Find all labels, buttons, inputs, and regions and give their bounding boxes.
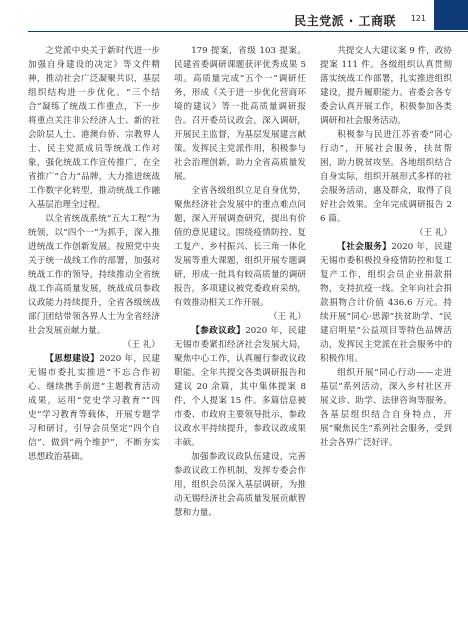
- paragraph: 积极参与民进江苏省委“同心行动”，开展社会服务，扶贫帮困，助力脱贫攻坚。各地组织结合自身实际，组织开展形式多样的社会服务活动，惠及群众，取得了良好社会效果。全年完成调研报告 26 篇。: [320, 130, 452, 224]
- author-credit: （王 礼）: [122, 340, 160, 350]
- article-body: [28, 44, 454, 634]
- page-header: [0, 0, 468, 36]
- author-credit: （王 礼）: [414, 228, 452, 238]
- paragraph: 179 提案，省级 103 提案。民建省委调研课题获评优秀成果 5 项。高质量完成“五个一”调研任务，形成《关于进一步优化营商环境的建议》等一批高质量调研报告。召开委员议政会，深入调研，开展民主监督，为基层发展建言献策。发挥民主党派作用，积极参与社会治理创新，助力全省高质量发展。: [174, 46, 306, 182]
- paragraph: 全省各级组织立足自身优势，聚焦经济社会发展中的重点难点问题，深入开展调查研究，提出有价值的意见建议。围绕疫情防控、复工复产、乡村振兴、长三角一体化发展等重大课题，组织开展专题调研，形成一批具有较高质量的调研报告，多项建议被党委政府采纳，有效推动相关工作开展。: [174, 186, 306, 308]
- paragraph-text: 2020 年，民建无锡市委积极投身疫情防控和复工复产工作，组织会员企业捐款捐物，支持抗疫一线。全年向社会捐款捐物合计价值 436.6 万元。持续开展“同心·思源”扶贫助学、“民建启明星”公益项目等特色品牌活动，发挥民主党派在社会服务中的积极作用。: [320, 242, 452, 364]
- paragraph: 共提交人大建议案 9 件，政协提案 111 件。各级组织认真贯彻落实统战工作部署，扎实推进组织建设，提升履职能力。省委会各专委会认真开展工作，积极参加各类调研和社会服务活动。: [320, 46, 452, 126]
- paragraph: 之党派中央关于新时代进一步加强自身建设的决定》等文件精神，推动社会广泛凝聚共识，基层组织结构进一步优化。“三个结合”凝练了统战工作重点，下一步将重点关注非公经济人士、新的社会阶层人士、港澳台侨、宗教界人士、民主党派成员等统战工作对象，强化统战工作宣传推广，在全省推广“合力”品牌，大力推进统战工作数字化转型，推动统战工作融入基层治理全过程。: [28, 46, 160, 210]
- paragraph: 加强参政议政队伍建设，完善参政议政工作机制，发挥专委会作用，组织会员深入基层调研，为推动无锡经济社会高质量发展贡献智慧和力量。: [174, 452, 306, 518]
- column-1: [28, 44, 160, 634]
- section-label: 【思想建设】: [45, 354, 100, 364]
- section-label: 【社会服务】: [337, 242, 392, 252]
- paragraph: [320, 240, 452, 366]
- paragraph: 以全省统战系统“五大工程”为统领，以“四个一”为抓手，深入推进统战工作创新发展。按照党中央关于统一战线工作的部署，加强对统战工作的领导，持续推动全省统战工作高质量发展，统战成员参政议政能力持续提升，全省各级统战部门团结带领各界人士为全省经济社会发展贡献力量。: [28, 214, 160, 336]
- header-rule: [28, 31, 468, 32]
- section-title: 民主党派 · 工商联: [294, 14, 396, 28]
- paragraph-text: 2020 年，民建无锡市委扎实推进“不忘合作初心、继续携手前进”主题教育活动成果，运用“党史学习教育”“四史”学习教育等载体，开展专题学习和研讨，引导会员坚定“四个自信”、做到“两个维护”，不断夯实思想政治基础。: [28, 354, 160, 462]
- column-2: [174, 44, 306, 634]
- paragraph: 组织开展“同心行动——走进基层”系列活动，深入乡村社区开展义诊、助学、法律咨询等服务。各基层组织结合自身特点，开展“聚焦民生”系列社会服务，受到社会各界广泛好评。: [320, 368, 452, 448]
- paragraph: [174, 324, 306, 450]
- paragraph-text: 2020 年，民建无锡市委紧扣经济社会发展大局，聚焦中心工作，认真履行参政议政职能。全年共提交各类调研报告和建议 20 余篇，其中集体提案 8 件，个人提案 15 件。多篇信息被市委、市政府主要领导批示，参政议政水平持续提升，参政议政成果丰硕。: [174, 326, 306, 448]
- header-color-bar: [434, 0, 468, 30]
- page-number: 121: [410, 14, 426, 23]
- paragraph: [28, 352, 160, 464]
- column-3: [320, 44, 452, 634]
- author-credit: （王 礼）: [268, 312, 306, 322]
- section-label: 【参政议政】: [191, 326, 246, 336]
